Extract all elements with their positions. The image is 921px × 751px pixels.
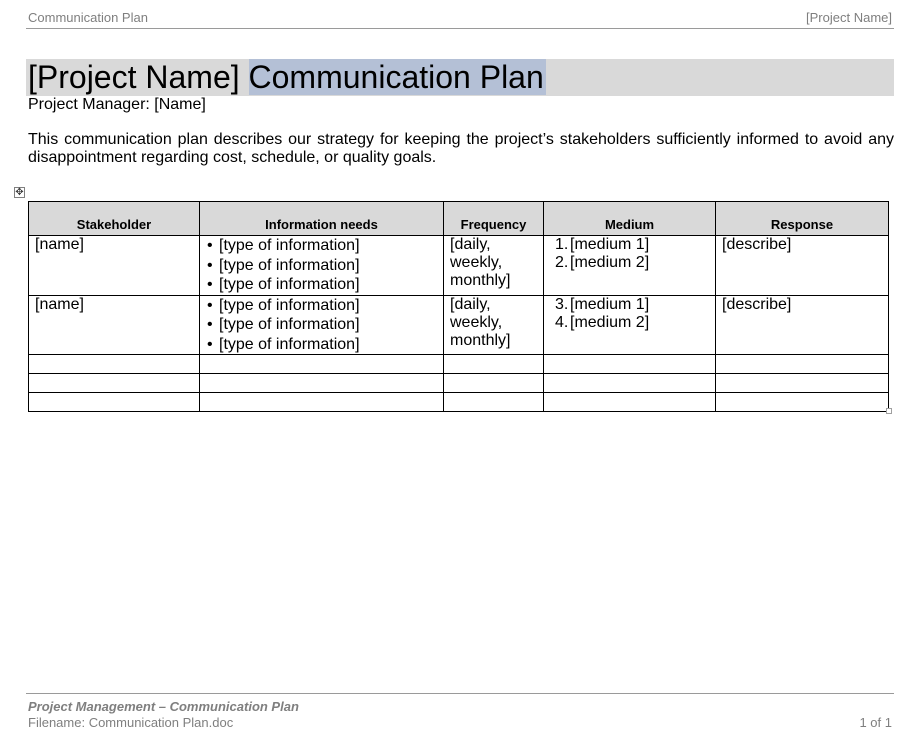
table-row-empty [29,393,889,412]
empty-cell[interactable] [200,355,444,374]
list-item [550,254,709,272]
empty-cell[interactable] [29,393,200,412]
list-number: 1. [555,236,569,253]
table-header-row [29,202,889,236]
header-doc-title: Communication Plan [28,10,148,25]
frequency-line: weekly, [450,313,503,331]
project-manager-line[interactable]: Project Manager: [Name] [28,96,206,113]
header-project-name: [Project Name] [806,10,892,25]
medium-text: [medium 2] [570,313,650,331]
empty-cell[interactable] [716,355,889,374]
header-divider [26,28,894,29]
empty-cell[interactable] [716,393,889,412]
empty-cell[interactable] [716,374,889,393]
cell-frequency[interactable] [444,295,544,355]
header-response[interactable]: Response [716,202,889,236]
page-title[interactable] [28,59,546,96]
header-information-needs[interactable]: Information needs [200,202,444,236]
empty-cell[interactable] [200,393,444,412]
cell-information-needs[interactable] [200,295,444,355]
empty-cell[interactable] [444,393,544,412]
table-row [29,295,889,355]
footer-filename: Filename: Communication Plan.doc [28,715,234,730]
medium-text: [medium 2] [570,254,650,271]
empty-cell[interactable] [444,355,544,374]
title-doc-name-selected[interactable]: Communication Plan [248,59,544,95]
cell-information-needs[interactable] [200,236,444,296]
list-item: • [type of information] [206,256,437,276]
intro-paragraph[interactable]: This communication plan describes our strategy for keeping the project’s stakeholders sufficiently informed to avoid any disappointment regarding cost, schedule, or quality goals. [28,131,894,166]
header-stakeholder[interactable]: Stakeholder [29,202,200,236]
title-project-name[interactable]: [Project Name] [28,59,240,95]
header-frequency[interactable]: Frequency [444,202,544,236]
list-number: 4. [555,313,569,331]
list-item: • [type of information] [206,335,437,355]
footer-page-number: 1 of 1 [859,715,892,730]
list-number: 3. [555,295,569,313]
cell-medium[interactable] [544,295,716,355]
list-item [550,296,709,314]
frequency-line: [daily, [450,236,491,253]
empty-cell[interactable] [544,393,716,412]
empty-cell[interactable] [444,374,544,393]
cell-stakeholder[interactable]: [name] [29,295,200,355]
cell-response[interactable]: [describe] [716,295,889,355]
list-item [550,236,709,254]
list-item: • [type of information] [206,236,437,256]
cell-stakeholder[interactable]: [name] [29,236,200,296]
cell-response[interactable]: [describe] [716,236,889,296]
empty-cell[interactable] [29,374,200,393]
list-item: • [type of information] [206,296,437,316]
list-item [550,314,709,332]
footer-divider [26,693,894,694]
empty-cell[interactable] [544,374,716,393]
table-row-empty [29,355,889,374]
frequency-line: weekly, [450,254,503,271]
list-number: 2. [555,254,569,271]
list-item: • [type of information] [206,275,437,295]
empty-cell[interactable] [544,355,716,374]
frequency-line: [daily, [450,295,491,313]
communication-table[interactable] [28,201,889,412]
frequency-line: monthly] [450,331,511,349]
medium-text: [medium 1] [570,236,650,253]
table-row-empty [29,374,889,393]
table-row [29,236,889,296]
table-move-icon[interactable]: ✥ [15,187,24,198]
empty-cell[interactable] [29,355,200,374]
table-resize-handle[interactable] [886,408,892,414]
footer-title: Project Management – Communication Plan [28,699,299,714]
cell-medium[interactable] [544,236,716,296]
medium-text: [medium 1] [570,295,650,313]
header-medium[interactable]: Medium [544,202,716,236]
cell-frequency[interactable] [444,236,544,296]
list-item: • [type of information] [206,315,437,335]
frequency-line: monthly] [450,272,511,289]
empty-cell[interactable] [200,374,444,393]
